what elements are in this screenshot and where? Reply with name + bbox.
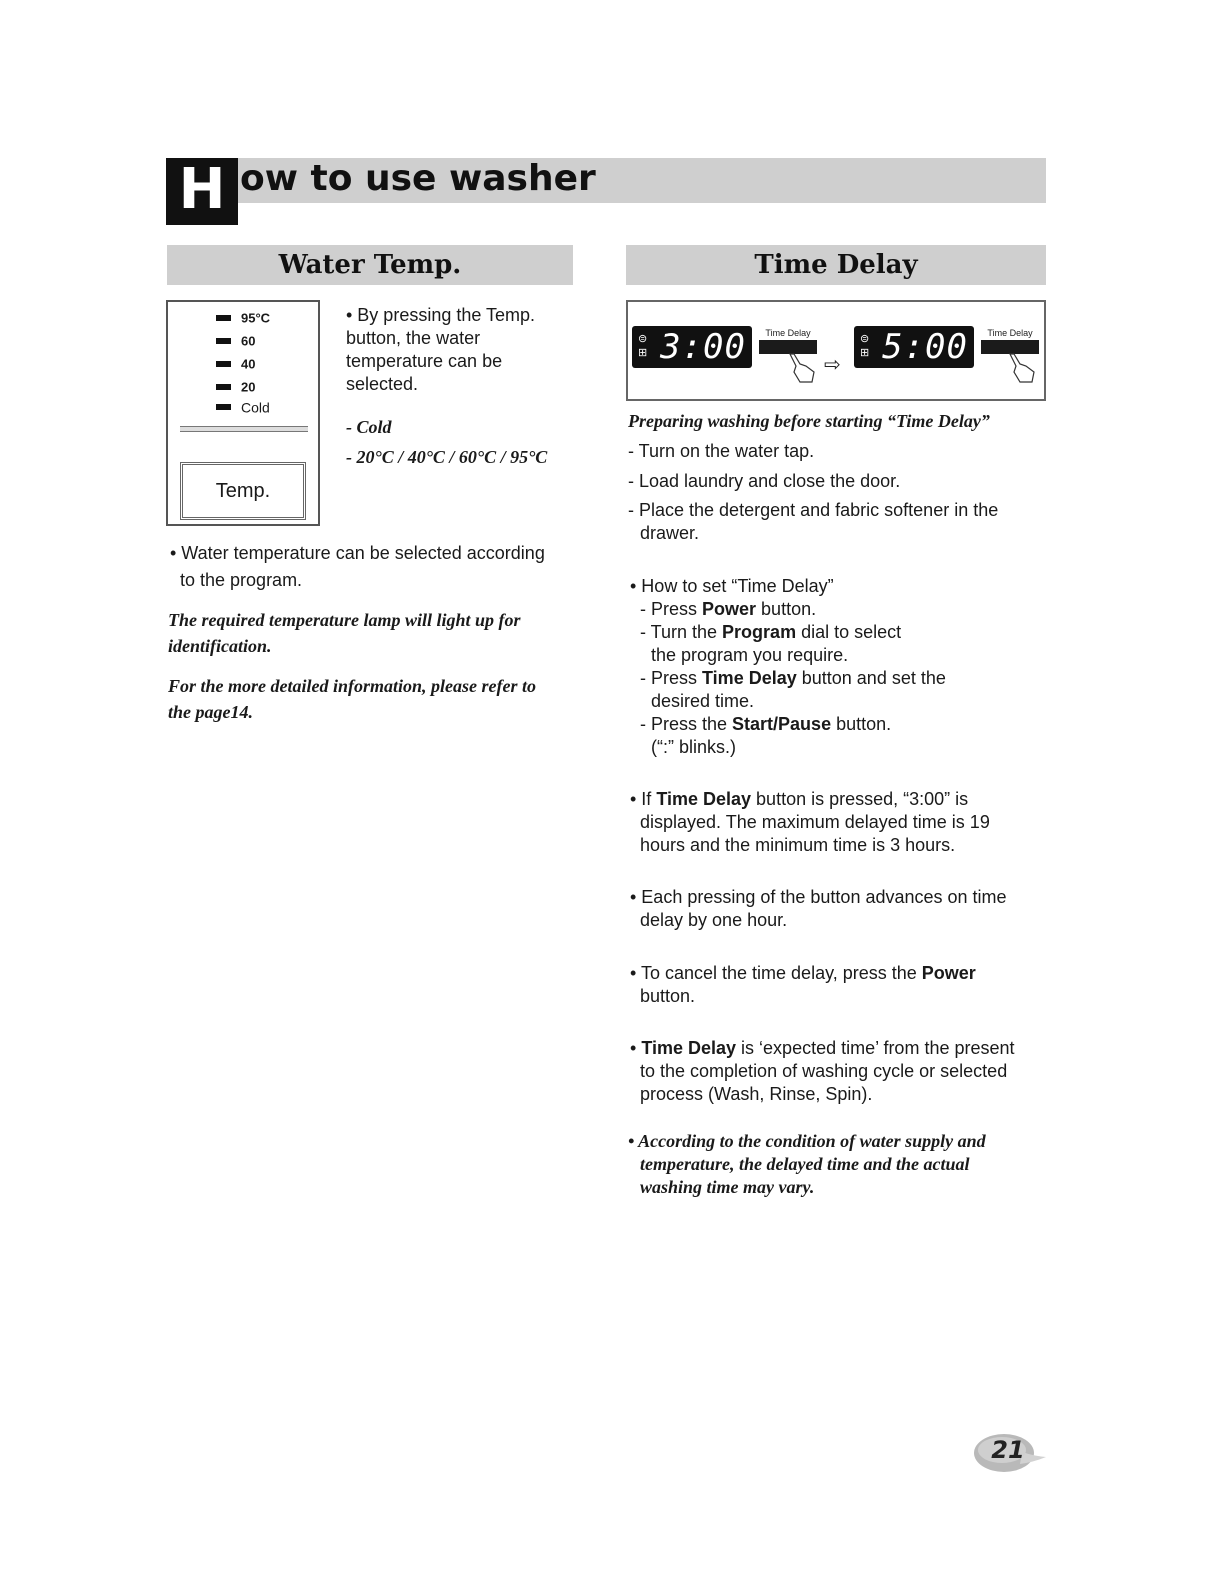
td-bullet-4-line3: process (Wash, Rinse, Spin).	[640, 1084, 873, 1104]
td-bullet-4-line2: to the completion of washing cycle or selected	[640, 1061, 1008, 1081]
display-time-after: 5:00	[882, 327, 968, 367]
td-bullet-4-line1: • Time Delay is ‘expected time’ from the present	[630, 1038, 1015, 1058]
prep-step-2: - Load laundry and close the door.	[628, 471, 901, 491]
header-initial-letter: H	[166, 158, 238, 225]
panel-divider	[180, 426, 308, 432]
howto-step-3-line2: desired time.	[651, 691, 755, 711]
wash-icon: ⊜ ⊞	[638, 333, 648, 359]
lamp-icon	[216, 361, 231, 367]
time-delay-button-label: Time Delay	[987, 328, 1033, 338]
temp-note-2-line1: For the more detailed information, please refer to	[168, 676, 536, 696]
temp-note-1-line1: The required temperature lamp will light up for	[168, 610, 521, 630]
prep-step-3-line1: - Place the detergent and fabric softener in the	[628, 500, 999, 520]
temp-bullet-1: • By pressing the Temp. button, the water temperature can be selected.	[346, 305, 536, 394]
page-title: ow to use washer	[240, 158, 596, 199]
display-time-before: 3:00	[660, 327, 746, 367]
howto-step-4: - Press the Start/Pause button.	[640, 714, 892, 734]
display-after	[854, 326, 974, 368]
time-delay-heading: Time Delay	[626, 245, 1046, 285]
prep-title: Preparing washing before starting “Time Delay”	[628, 411, 990, 431]
temp-button[interactable]: Temp.	[180, 462, 306, 520]
prep-step-3-line2: drawer.	[640, 523, 700, 543]
td-bullet-2-line1: • Each pressing of the button advances on time	[630, 887, 1007, 907]
temp-bullet-2-line1: • Water temperature can be selected according	[170, 543, 545, 563]
temp-control-panel	[166, 300, 320, 526]
temp-level-cold: Cold	[216, 397, 270, 415]
display-before	[632, 326, 752, 368]
right-arrow-icon: ⇨	[824, 354, 841, 376]
lamp-icon	[216, 384, 231, 390]
temp-option-values: - 20°C / 40°C / 60°C / 95°C	[346, 447, 548, 467]
td-bullet-1-line3: hours and the minimum time is 3 hours.	[640, 835, 956, 855]
prep-step-1: - Turn on the water tap.	[628, 441, 815, 461]
td-bullet-2-line2: delay by one hour.	[640, 910, 788, 930]
td-bullet-1-line2: displayed. The maximum delayed time is 19	[640, 812, 990, 832]
td-note-line2: temperature, the delayed time and the actual	[640, 1154, 970, 1174]
td-note-line3: washing time may vary.	[640, 1177, 815, 1197]
time-delay-illustration	[626, 300, 1046, 401]
temp-bullet-2-line2: to the program.	[180, 570, 303, 590]
wash-icon: ⊜ ⊞	[860, 333, 870, 359]
page-number-badge	[972, 1430, 1046, 1474]
temp-level-95: 95°C	[216, 308, 270, 326]
td-note-line1: • According to the condition of water supply and	[628, 1131, 986, 1151]
howto-step-4-line2: (“:” blinks.)	[651, 737, 736, 757]
page-number: 21	[991, 1436, 1025, 1464]
lamp-icon	[216, 315, 231, 321]
temp-level-60: 60	[216, 331, 255, 349]
lamp-icon	[216, 404, 231, 410]
pointing-hand-icon	[1006, 352, 1036, 386]
howto-step-1: - Press Power button.	[640, 599, 817, 619]
temp-option-cold: - Cold	[346, 417, 392, 437]
pointing-hand-icon	[786, 352, 816, 386]
lamp-icon	[216, 338, 231, 344]
temp-note-1-line2: identification.	[168, 636, 272, 656]
water-temp-heading: Water Temp.	[167, 245, 573, 285]
td-bullet-3-line2: button.	[640, 986, 696, 1006]
howto-step-3: - Press Time Delay button and set the	[640, 668, 946, 688]
td-bullet-3-line1: • To cancel the time delay, press the Power	[630, 963, 976, 983]
howto-step-2-line2: the program you require.	[651, 645, 849, 665]
howto-title: • How to set “Time Delay”	[630, 576, 834, 596]
temp-note-2-line2: the page14.	[168, 702, 253, 722]
temp-level-20: 20	[216, 377, 255, 395]
td-bullet-1-line1: • If Time Delay button is pressed, “3:00” is	[630, 789, 969, 809]
time-delay-button-label: Time Delay	[765, 328, 811, 338]
temp-level-40: 40	[216, 354, 255, 372]
howto-step-2: - Turn the Program dial to select	[640, 622, 902, 642]
